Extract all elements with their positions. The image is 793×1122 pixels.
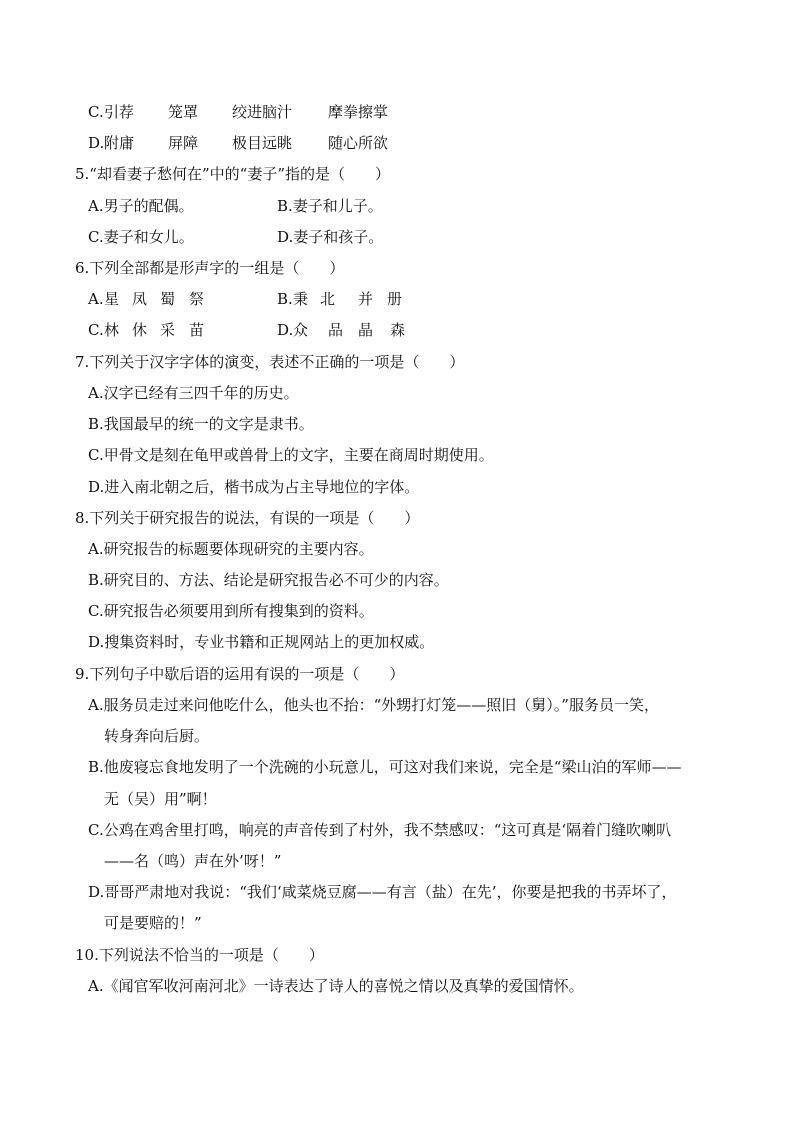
q9-option-c-cont: ——名（鸣）声在外’呀！”	[104, 852, 282, 870]
q6-stem: 6.下列全部都是形声字的一组是（ ）	[75, 259, 345, 277]
char: 林	[104, 321, 120, 339]
q9-option-c: C.公鸡在鸡舍里打鸣，响亮的声音传到了村外，我不禁感叹：“这可真是‘隔着门缝吹喇叭	[88, 821, 672, 839]
word: 极目远眺	[232, 134, 293, 152]
char: 森	[390, 321, 406, 339]
word: 摩拳擦掌	[328, 103, 389, 121]
q7-option-b: B.我国最早的统一的文字是隶书。	[88, 415, 314, 433]
word: 屏障	[168, 134, 199, 152]
char: 星	[104, 290, 120, 308]
word: 引荐	[104, 103, 135, 121]
q8-option-d: D.搜集资料时，专业书籍和正规网站上的更加权威。	[88, 633, 435, 651]
q7-option-d: D.进入南北朝之后，楷书成为占主导地位的字体。	[88, 478, 420, 496]
char: 众	[293, 321, 309, 339]
q9-option-a-cont: 转身奔向后厨。	[104, 727, 210, 745]
q9-option-d-cont: 可是要赔的！”	[104, 914, 202, 932]
char: 晶	[358, 321, 374, 339]
char: 并	[358, 290, 374, 308]
q10-option-a: A.《闻官军收河南河北》一诗表达了诗人的喜悦之情以及真挚的爱国情怀。	[88, 977, 584, 995]
word: 随心所欲	[328, 134, 389, 152]
q10-stem: 10.下列说法不恰当的一项是（ ）	[75, 946, 324, 964]
q7-stem: 7.下列关于汉字字体的演变，表述不正确的一项是（ ）	[75, 353, 465, 371]
option-label: C.	[88, 321, 104, 339]
char: 苗	[189, 321, 205, 339]
q5-option-d: D.妻子和孩子。	[277, 228, 384, 246]
q7-option-c: C.甲骨文是刻在龟甲或兽骨上的文字，主要在商周时期使用。	[88, 446, 494, 464]
word: 笼罩	[168, 103, 199, 121]
char: 凤	[132, 290, 148, 308]
word: 附庸	[104, 134, 135, 152]
char: 北	[320, 290, 336, 308]
q9-option-a: A.服务员走过来问他吃什么，他头也不抬：“外甥打灯笼——照旧（舅）。”服务员一笑，	[88, 696, 659, 714]
option-label: B.	[277, 290, 293, 308]
option-label: A.	[88, 290, 104, 308]
option-label: C.	[88, 103, 104, 121]
char: 采	[160, 321, 176, 339]
option-label: D.	[88, 134, 105, 152]
q8-option-b: B.研究目的、方法、结论是研究报告必不可少的内容。	[88, 571, 449, 589]
word: 绞进脑汁	[232, 103, 293, 121]
q9-stem: 9.下列句子中歇后语的运用有误的一项是（ ）	[75, 665, 405, 683]
q9-option-d: D.哥哥严肃地对我说：“我们‘咸菜烧豆腐——有言（盐）在先’，你要是把我的书弄坏了，	[88, 883, 677, 901]
q9-option-b-cont: 无（吴）用”啊！	[104, 790, 217, 808]
char: 秉	[293, 290, 309, 308]
char: 品	[328, 321, 344, 339]
q5-option-b: B.妻子和儿子。	[277, 197, 383, 215]
q5-stem: 5.“却看妻子愁何在”中的“妻子”指的是（ ）	[75, 165, 390, 183]
q5-option-c: C.妻子和女儿。	[88, 228, 194, 246]
q8-option-c: C.研究报告必须要用到所有搜集到的资料。	[88, 602, 374, 620]
char: 休	[132, 321, 148, 339]
q5-option-a: A.男子的配偶。	[88, 197, 194, 215]
option-label: D.	[277, 321, 294, 339]
q8-option-a: A.研究报告的标题要体现研究的主要内容。	[88, 540, 374, 558]
q9-option-b: B.他废寝忘食地发明了一个洗碗的小玩意儿，可这对我们来说，完全是“梁山泊的军师——	[88, 758, 682, 776]
char: 蜀	[160, 290, 176, 308]
q7-option-a: A.汉字已经有三四千年的历史。	[88, 384, 299, 402]
q8-stem: 8.下列关于研究报告的说法，有误的一项是（ ）	[75, 509, 420, 527]
char: 祭	[189, 290, 205, 308]
char: 册	[387, 290, 403, 308]
